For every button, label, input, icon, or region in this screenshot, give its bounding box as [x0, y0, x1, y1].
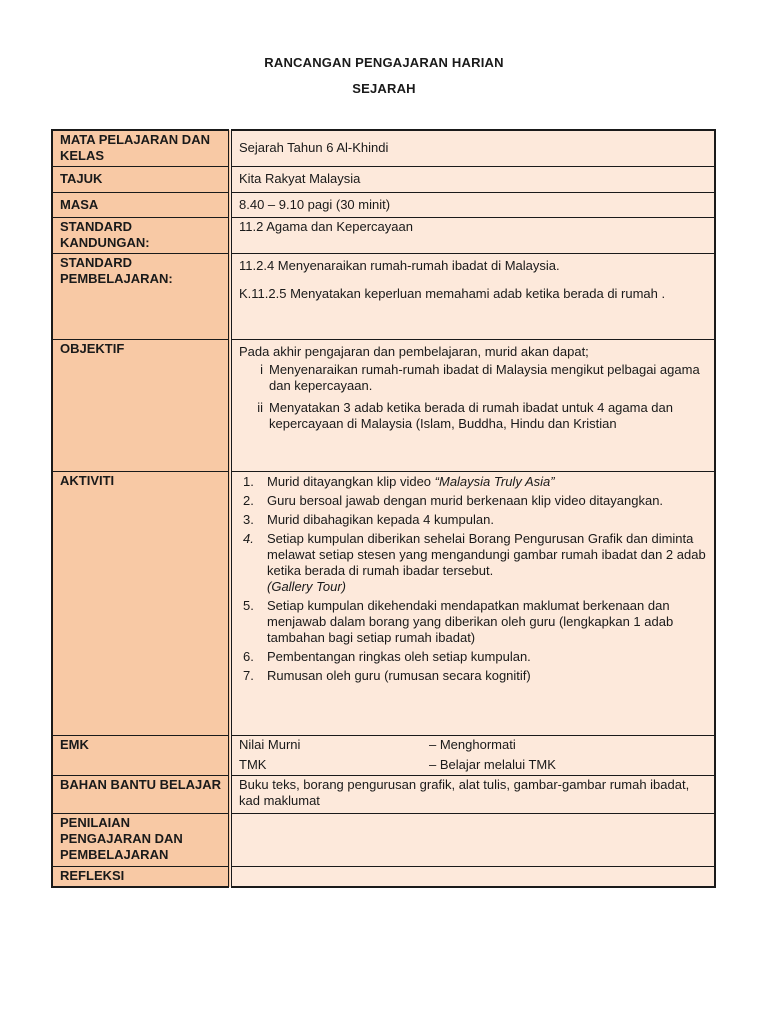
aktiviti-item-number: 7.: [243, 668, 254, 683]
value-penilaian: [230, 814, 715, 867]
standard-pembelajaran-line2: K.11.2.5 Menyatakan keperluan memahami adab ketika berada di rumah .: [239, 286, 666, 301]
objektif-item-text: Menyenaraikan rumah-rumah ibadat di Malaysia mengikut pelbagai agama dan kepercayaan.: [269, 362, 700, 393]
aktiviti-item: [239, 668, 708, 684]
emk-item-value: – Menghormati: [429, 737, 516, 752]
label-standard-pembelajaran: STANDARD PEMBELAJARAN:: [52, 254, 230, 340]
value-objektif: [230, 340, 715, 472]
row-objektif: [52, 340, 715, 472]
label-objektif: OBJEKTIF: [52, 340, 230, 472]
aktiviti-item-text: Setiap kumpulan diberikan sehelai Borang Pengurusan Grafik dan diminta melawat setiap stesen yang mengandungi gambar rumah ibadat dan 2 adab ketika berada di rumah ibadar tersebut.: [267, 531, 706, 578]
row-standard-pembelajaran: [52, 254, 715, 340]
aktiviti-item: [239, 512, 708, 528]
aktiviti-item-number: 5.: [243, 598, 254, 613]
aktiviti-item-text: Rumusan oleh guru (rumusan secara kognitif): [267, 668, 531, 683]
label-bahan-bantu-belajar: BAHAN BANTU BELAJAR: [52, 776, 230, 814]
row-emk: [52, 736, 715, 776]
aktiviti-item-text: Murid dibahagikan kepada 4 kumpulan.: [267, 512, 494, 527]
emk-item-name: Nilai Murni: [239, 737, 301, 752]
label-standard-kandungan: STANDARD KANDUNGAN:: [52, 218, 230, 254]
value-standard-kandungan: 11.2 Agama dan Kepercayaan: [230, 218, 715, 254]
aktiviti-item-text: Guru bersoal jawab dengan murid berkenaan klip video ditayangkan.: [267, 493, 664, 508]
document-title: RANCANGAN PENGAJARAN HARIAN: [264, 55, 504, 70]
objektif-intro: Pada akhir pengajaran dan pembelajaran, murid akan dapat;: [239, 344, 589, 359]
objektif-item-number: i: [260, 362, 263, 377]
label-tajuk: TAJUK: [52, 167, 230, 193]
aktiviti-item-text: Setiap kumpulan dikehendaki mendapatkan maklumat berkenaan dan menjawab dalam borang yang diberikan oleh guru (lengkapkan 1 adab tambahan bagi setiap rumah ibadat): [267, 598, 674, 645]
emk-item: [239, 757, 708, 773]
label-refleksi: REFLEKSI: [52, 867, 230, 888]
objektif-item-text: Menyatakan 3 adab ketika berada di rumah ibadat untuk 4 agama dan kepercayaan di Malaysia (Islam, Buddha, Hindu dan Kristian: [269, 400, 673, 431]
emk-item: [239, 737, 708, 753]
aktiviti-item: [239, 531, 708, 595]
value-aktiviti: [230, 472, 715, 736]
standard-pembelajaran-line1: 11.2.4 Menyenaraikan rumah-rumah ibadat di Malaysia.: [239, 258, 560, 273]
value-emk: [230, 736, 715, 776]
objektif-item-number: ii: [257, 400, 263, 415]
document-subject: SEJARAH: [352, 81, 416, 96]
aktiviti-item-text: Murid ditayangkan klip video: [267, 474, 435, 489]
aktiviti-item-number: 2.: [243, 493, 254, 508]
value-refleksi: [230, 867, 715, 888]
aktiviti-item-number: 1.: [243, 474, 254, 489]
lesson-plan-table: [51, 129, 716, 888]
label-mata-pelajaran: MATA PELAJARAN DAN KELAS: [52, 130, 230, 167]
row-penilaian: [52, 814, 715, 867]
row-mata-pelajaran: [52, 130, 715, 167]
row-bahan-bantu-belajar: [52, 776, 715, 814]
row-masa: [52, 193, 715, 218]
row-tajuk: [52, 167, 715, 193]
aktiviti-item-number: 6.: [243, 649, 254, 664]
value-standard-pembelajaran: [230, 254, 715, 340]
emk-item-value: – Belajar melalui TMK: [429, 757, 556, 772]
value-mata-pelajaran: Sejarah Tahun 6 Al-Khindi: [230, 130, 715, 167]
label-aktiviti: AKTIVITI: [52, 472, 230, 736]
aktiviti-item-italic: (Gallery Tour): [267, 579, 346, 594]
row-standard-kandungan: [52, 218, 715, 254]
objektif-item: [239, 362, 708, 394]
value-masa: 8.40 – 9.10 pagi (30 minit): [230, 193, 715, 218]
aktiviti-item: [239, 474, 708, 490]
aktiviti-item-number: 4.: [243, 531, 254, 546]
label-emk: EMK: [52, 736, 230, 776]
aktiviti-item: [239, 493, 708, 509]
aktiviti-item-number: 3.: [243, 512, 254, 527]
row-refleksi: [52, 867, 715, 888]
aktiviti-item-text: Pembentangan ringkas oleh setiap kumpulan.: [267, 649, 531, 664]
aktiviti-item: [239, 649, 708, 665]
value-tajuk: Kita Rakyat Malaysia: [230, 167, 715, 193]
aktiviti-item: [239, 598, 708, 646]
row-aktiviti: [52, 472, 715, 736]
label-masa: MASA: [52, 193, 230, 218]
aktiviti-list: [239, 474, 708, 684]
emk-item-name: TMK: [239, 757, 267, 772]
label-penilaian: PENILAIAN PENGAJARAN DAN PEMBELAJARAN: [52, 814, 230, 867]
value-bahan-bantu-belajar: Buku teks, borang pengurusan grafik, alat tulis, gambar-gambar rumah ibadat, kad maklumat: [230, 776, 715, 814]
objektif-item: [239, 400, 708, 432]
aktiviti-item-italic: “Malaysia Truly Asia”: [434, 474, 555, 489]
